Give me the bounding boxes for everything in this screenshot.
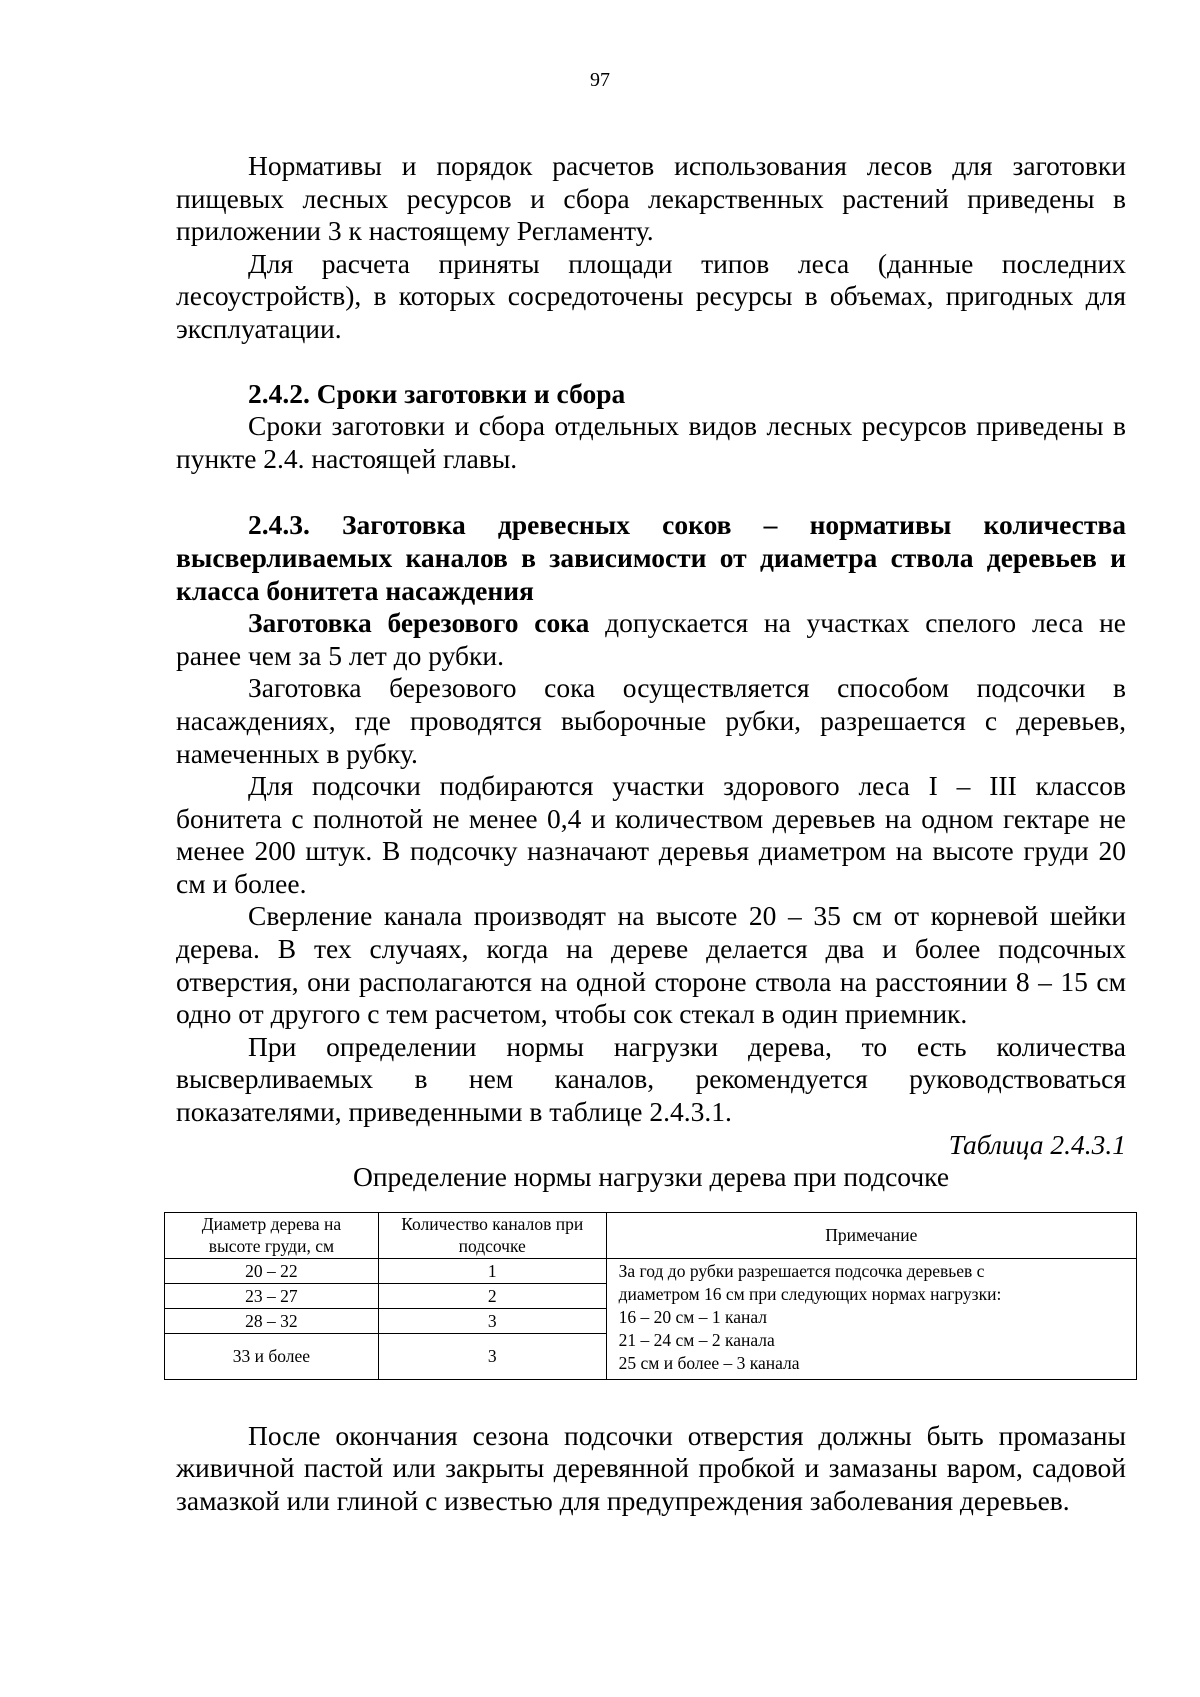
paragraph-load-norm: При определении нормы нагрузки дерева, то есть количества высверливаемых в нем каналов, рекомендуется руководствоваться показателями, приведенными в таблице 2.4.3.1. (176, 1030, 1126, 1128)
paragraph-normatives: Нормативы и порядок расчетов использования лесов для заготовки пищевых лесных ресурсов и сбора лекарственных растений приведены в приложении 3 к настоящему Регламенту. (176, 150, 1126, 247)
paragraph-after-season: После окончания сезона подсочки отверстия должны быть промазаны живичной пастой или закрыты деревянной пробкой и замазаны варом, садовой замазкой или глиной с известью для предупреждения заболевания деревьев. (176, 1419, 1126, 1516)
cell-channels: 3 (378, 1333, 606, 1379)
cell-diameter: 20 – 22 (165, 1258, 379, 1283)
note-line: За год до рубки разрешается подсочка деревьев с (618, 1260, 985, 1281)
paragraph-site-selection: Для подсочки подбираются участки здорового леса I – III классов бонитета с полнотой не менее 0,4 и количеством деревьев на одном гектаре не менее 200 штук. В подсочку назначают деревья диаметром на высоте груди 20 см и более. (176, 770, 1126, 899)
cell-diameter: 28 – 32 (165, 1308, 379, 1333)
tapping-norms-table (164, 1212, 1137, 1380)
table-number: Таблица 2.4.3.1 (948, 1128, 1126, 1160)
cell-channels: 3 (378, 1308, 606, 1333)
page-number: 97 (590, 69, 610, 91)
cell-channels: 2 (378, 1283, 606, 1308)
paragraph-tapping-method: Заготовка березового сока осуществляется способом подсочки в насаждениях, где проводятся выборочные рубки, разрешается с деревьев, намеченных в рубку. (176, 672, 1126, 769)
note-line: 16 – 20 см – 1 канал (618, 1306, 767, 1327)
table-row (165, 1258, 1137, 1283)
cell-channels: 1 (378, 1258, 606, 1283)
section-heading-2-4-2: 2.4.2. Сроки заготовки и сбора (248, 377, 626, 409)
cell-diameter: 23 – 27 (165, 1283, 379, 1308)
paragraph-birch-sap (176, 607, 1126, 672)
page-content (176, 150, 1126, 1518)
section-heading-2-4-3: 2.4.3. Заготовка древесных соков – нормативы количества высверливаемых каналов в зависимости от диаметра ствола деревьев и класса бонитета насаждения (176, 509, 1126, 606)
cell-note (606, 1258, 1136, 1379)
header-channels: Количество каналов при подсочке (378, 1212, 606, 1258)
table-title: Определение нормы нагрузки дерева при подсочке (352, 1161, 950, 1193)
birch-sap-rest: допускается на участках спелого леса не ранее чем за 5 лет до рубки. (176, 607, 1126, 671)
note-line: 21 – 24 см – 2 канала (618, 1329, 775, 1350)
birch-sap-bold: Заготовка березового сока (248, 607, 590, 639)
paragraph-terms: Сроки заготовки и сбора отдельных видов лесных ресурсов приведены в пункте 2.4. настоящей главы. (176, 410, 1126, 474)
note-line: диаметром 16 см при следующих нормах нагрузки: (618, 1283, 1002, 1304)
header-note: Примечание (606, 1212, 1136, 1258)
header-diameter: Диаметр дерева на высоте груди, см (165, 1212, 379, 1258)
paragraph-calculation-areas: Для расчета приняты площади типов леса (данные последних лесоустройств), в которых сосредоточены ресурсы в объемах, пригодных для эксплуатации. (176, 247, 1126, 344)
table-header-row (165, 1212, 1137, 1258)
cell-diameter: 33 и более (165, 1333, 379, 1379)
note-line: 25 см и более – 3 канала (618, 1352, 800, 1373)
paragraph-drilling: Сверление канала производят на высоте 20 – 35 см от корневой шейки дерева. В тех случаях, когда на дереве делается два и более подсочных отверстия, они располагаются на одной стороне ствола на расстоянии 8 – 15 см одно от другого с тем расчетом, чтобы сок стекал в один приемник. (176, 900, 1126, 1030)
